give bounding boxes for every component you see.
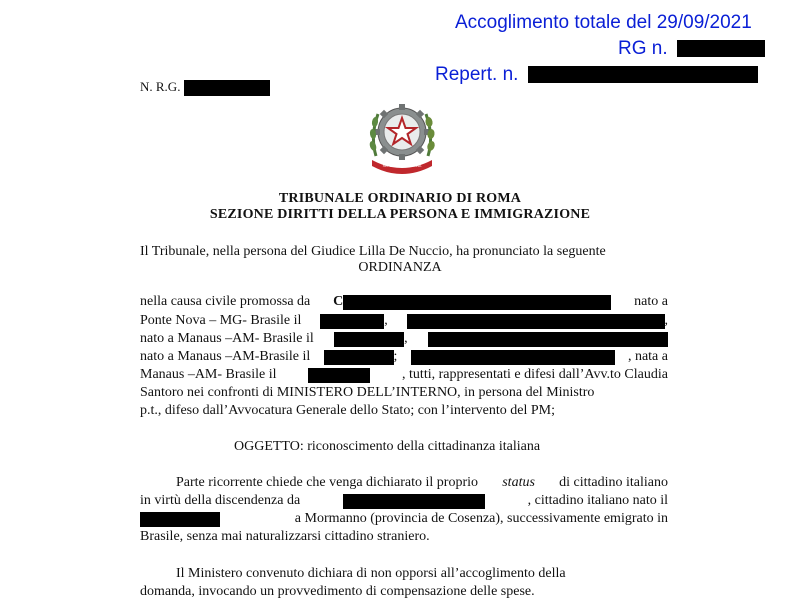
para1-line-2	[140, 492, 668, 510]
para2-text-1: Il Ministero convenuto dichiara di non opporsi all’accoglimento della	[176, 566, 566, 581]
redacted-rg-number	[677, 40, 765, 57]
para1-text-2a: in virtù della discendenza da	[140, 493, 301, 508]
parties-text-1b: C	[333, 294, 344, 309]
oggetto-line: OGGETTO: riconoscimento della cittadinanza italiana	[234, 439, 541, 454]
parties-line-6: Santoro nei confronti di MINISTERO DELL’INTERNO, in persona del Ministro	[140, 385, 595, 400]
para1-text-1c: di cittadino italiano	[559, 475, 668, 490]
redacted-nrg-number	[184, 80, 270, 96]
redacted-date	[308, 368, 370, 383]
parties-text-1c: nato a	[634, 294, 668, 309]
parties-text-2b: ,	[384, 313, 388, 328]
parties-text-2a: Ponte Nova – MG- Brasile il	[140, 313, 302, 328]
parties-text-2c: ,	[664, 313, 668, 328]
nrg-line	[140, 78, 270, 96]
para2-line-2: domanda, invocando un provvedimento di compensazione delle spese.	[140, 584, 535, 599]
para1-text-1a: Parte ricorrente chiede che venga dichiarato il proprio	[176, 475, 479, 490]
parties-line-3	[140, 330, 668, 348]
redacted-date	[324, 350, 394, 365]
decision-stamp-line-2	[618, 38, 765, 60]
redacted-birth-date	[140, 512, 220, 527]
repert-label: Repert. n.	[435, 64, 519, 85]
para1-text-3: a Mormanno (provincia de Cosenza), successivamente emigrato in	[294, 511, 668, 526]
para1-line-3	[140, 510, 668, 528]
ordinanza-title: ORDINANZA	[358, 260, 442, 275]
parties-line-4	[140, 348, 668, 366]
redacted-date	[334, 332, 404, 347]
parties-text-5a: Manaus –AM- Brasile il	[140, 367, 277, 382]
redacted-ancestor-name	[343, 494, 485, 509]
parties-text-4c: , nata a	[627, 349, 668, 364]
para1-text-2b: , cittadino italiano nato il	[527, 493, 668, 508]
parties-text-4a: nato a Manaus –AM-Brasile il	[140, 349, 311, 364]
court-section: SEZIONE DIRITTI DELLA PERSONA E IMMIGRAZIONE	[209, 207, 591, 222]
parties-text-4b: ;	[393, 349, 398, 364]
rg-label: RG n.	[618, 38, 668, 59]
para1-status-word: status	[502, 475, 535, 490]
redacted-name	[411, 350, 615, 365]
redacted-name	[407, 314, 665, 329]
parties-text-5b: , tutti, rappresentati e difesi dall’Avv.to Claudia	[402, 367, 668, 382]
para2-line-1	[176, 565, 668, 583]
para1-line-4: Brasile, senza mai naturalizzarsi cittadino straniero.	[140, 529, 430, 544]
parties-line-1	[140, 293, 668, 311]
redacted-repert-number	[528, 66, 758, 83]
parties-line-5	[140, 366, 668, 384]
para1-line-1	[176, 474, 668, 492]
parties-text-3b: ,	[404, 331, 408, 346]
redacted-name	[343, 295, 611, 310]
decision-stamp-line-3	[435, 64, 758, 86]
redacted-date	[320, 314, 384, 329]
court-name: TRIBUNALE ORDINARIO DI ROMA	[278, 191, 522, 206]
decision-stamp-line-1: Accoglimento totale del 29/09/2021	[455, 12, 752, 33]
emblem-ribbon-text: REPUBBLICA ITALIANA	[382, 164, 422, 168]
nrg-label: N. R.G.	[140, 79, 181, 94]
intro-line: Il Tribunale, nella persona del Giudice Lilla De Nuccio, ha pronunciato la seguente	[140, 244, 606, 259]
parties-line-2	[140, 312, 668, 330]
parties-text-3a: nato a Manaus –AM- Brasile il	[140, 331, 314, 346]
parties-line-7: p.t., difeso dall’Avvocatura Generale dello Stato; con l’intervento del PM;	[140, 403, 555, 418]
parties-text-1a: nella causa civile promossa da	[140, 294, 311, 309]
redacted-name	[428, 332, 668, 347]
